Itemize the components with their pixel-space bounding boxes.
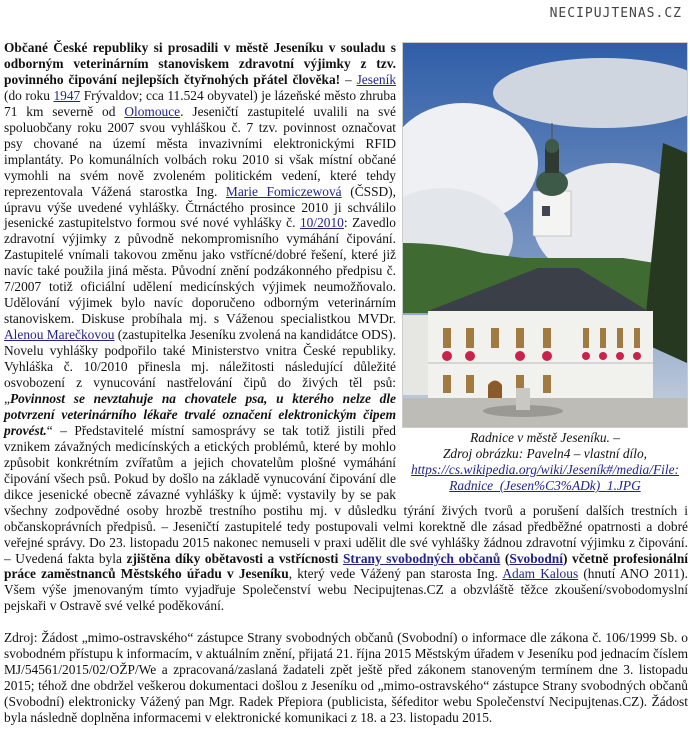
link-adam-kalous[interactable]: Adam Kalous — [502, 566, 579, 582]
link-marie-fomiczewova[interactable]: Marie Fomiczewová — [225, 183, 342, 199]
link-strana-svobodnych-obcanu[interactable]: Strany svobodných občanů — [342, 550, 501, 566]
text: : Zavedlo zdravotní výjimky z původně nekompromisního vymáhání čipování. Zastupitelé vnímali takovou změnu jako vstřícné/dobré řešení, které již navíc také použila jiná města. Původní znění podzákonného předpisu č. 7/2007 totiž oficiální udělení medicínských výjimek neumožňovalo. Udělování výjimek bylo navíc doporučeno odborným veterinárním stanoviskem. Diskuse probíhala mj. s Váženou specialistkou MVDr. — [4, 215, 396, 327]
text: (zastupitelka Jeseníku zvolená na kandidátce ODS). Novelu vyhlášky podpořilo také Ministerstvo vnitra České republiky. Vyhláška č. 10/2010 přinesla mj. náležitosti následující důležité osvobození z vynucování nastřelování čipů do živých těl psů: „ — [4, 327, 396, 406]
image-source-link[interactable]: https://cs.wikipedia.org/wiki/Jeseník#/media/File: Radnice_(Jesen%C3%ADk)_1.JPG — [410, 462, 679, 493]
link-alena-mareckova[interactable]: Alenou Marečkovou — [4, 327, 115, 343]
link-vyhlaska-10-2010[interactable]: 10/2010 — [299, 215, 344, 231]
text: (do roku — [4, 87, 54, 103]
bold-text: zjištěna díky obětavosti a vstřícnosti — [126, 550, 343, 566]
bold-text: ) včetně profesionální práce zaměstnanců Městského úřadu v Jeseníku — [4, 550, 688, 582]
link-olomouc[interactable]: Olomouce — [124, 103, 181, 119]
text: (hnutí ANO 2011). Všem výše jmenovaným tímto vyjadřuje Společenství webu Necipujtenas.CZ a obzvláště těžce zkoušení/svobodomyslní pejskaři v Ostravě své velké poděkování. — [4, 566, 688, 614]
text: – — [340, 71, 357, 87]
text: Frývaldov; cca 11.524 obyvatel) je lázeňské město zhruba 71 km severně od — [4, 87, 397, 119]
bold-text: ( — [500, 550, 510, 566]
article — [4, 40, 688, 726]
figure-caption — [402, 430, 688, 494]
quoted-regulation: Povinnost se nevztahuje na chovatele psa, u kterého nelze dle potvrzení veterinárního lékaře trvalé označení elektronickým čipem provést. — [4, 390, 396, 438]
caption-title: Radnice v městě Jeseníku. – — [470, 430, 620, 445]
text: “ – Představitelé místní samosprávy se tak totiž jistili před vznikem závažných medicínských a etických problémů, které by mohlo způsobit konkrétním zvířatům a jejich chovatelům plošné vymáhání čipování všech psů. Pokud by došlo na základě vynucování čipování dle dikce jesenické obecně závazné vyhlášky k újmě: vystavily by se pak všechny zodpovědné osoby hrozbě trestního postihu mj. v důsledku týrání živých tvorů a porušení dalších trestních i občanskoprávních předpisů. – Jeseničtí zastupitelé tedy postupovali velmi korektně dle zásad předběžné opatrnosti a dobré veřejné správy. Do 23. listopadu 2015 nakonec nemuseli v praxi udělit dle své vyhlášky žádnou zdravotní výjimku z čipování. – Uvedená fakta byla — [4, 422, 688, 566]
site-logo[interactable]: NECIPUJTENAS.CZ — [549, 6, 682, 21]
text: , který vede Vážený pan starosta Ing. — [288, 566, 503, 582]
lead-headline: Občané České republiky si prosadili v městě Jeseníku v souladu s odborným veterinárním stanoviskem zdravotní výjimky z tzv. povinného čipování nejlepších čtyřnohých přátel člověka! — [4, 40, 396, 87]
figure — [402, 42, 688, 494]
link-svobodni[interactable]: Svobodní — [509, 550, 563, 566]
text: . Jeseničtí zastupitelé uvalili na své spoluobčany roku 2007 svou vyhláškou č. 7 tzv. povinnost označovat psy chované na území města invazivními elektronickými RFID implantáty. Po komunálních volbách roku 2010 si však místní občané vymohli na svém nově zvoleném politickém vedení, které tehdy reprezentovala Vážená starostka Ing. — [4, 103, 396, 199]
town-hall-photo — [402, 42, 688, 428]
caption-credit: Zdroj obrázku: Paveln4 – vlastní dílo, — [442, 446, 648, 461]
text: (ČSSD), úpravu výše uvedené vyhlášky. Čtrnáctého prosince 2010 ji schválilo jesenické zastupitelstvo formou své nové vyhlášky č. — [4, 183, 396, 231]
link-1947[interactable]: 1947 — [53, 87, 81, 103]
link-jesenik[interactable]: Jeseník — [356, 71, 397, 87]
source-note: Zdroj: Žádost „mimo-ostravského“ zástupce Strany svobodných občanů (Svobodní) o informace dle zákona č. 106/1999 Sb. o svobodném přístupu k informacím, v aktuálním znění, přijatá 21. října 2015 Městským úřadem v Jeseníku pod jednacím číslem MJ/54561/2015/02/OŽP/We a zpracovaná/zaslaná žadateli zpět ještě před zákonem stanoveným termínem dne 3. listopadu 2015; téhož dne obdržel veškerou dokumentaci došlou z Jeseníku od „mimo-ostravského“ zástupce Strany svobodných občanů (Svobodní) elektronicky Vážený pan Mgr. Radek Přepiora (publicista, šéfeditor webu Společenství Necipujtenas.CZ). Žádost byla následně doplněna informacemi v elektronické komunikaci z 18. a 23. listopadu 2015. — [4, 630, 688, 726]
